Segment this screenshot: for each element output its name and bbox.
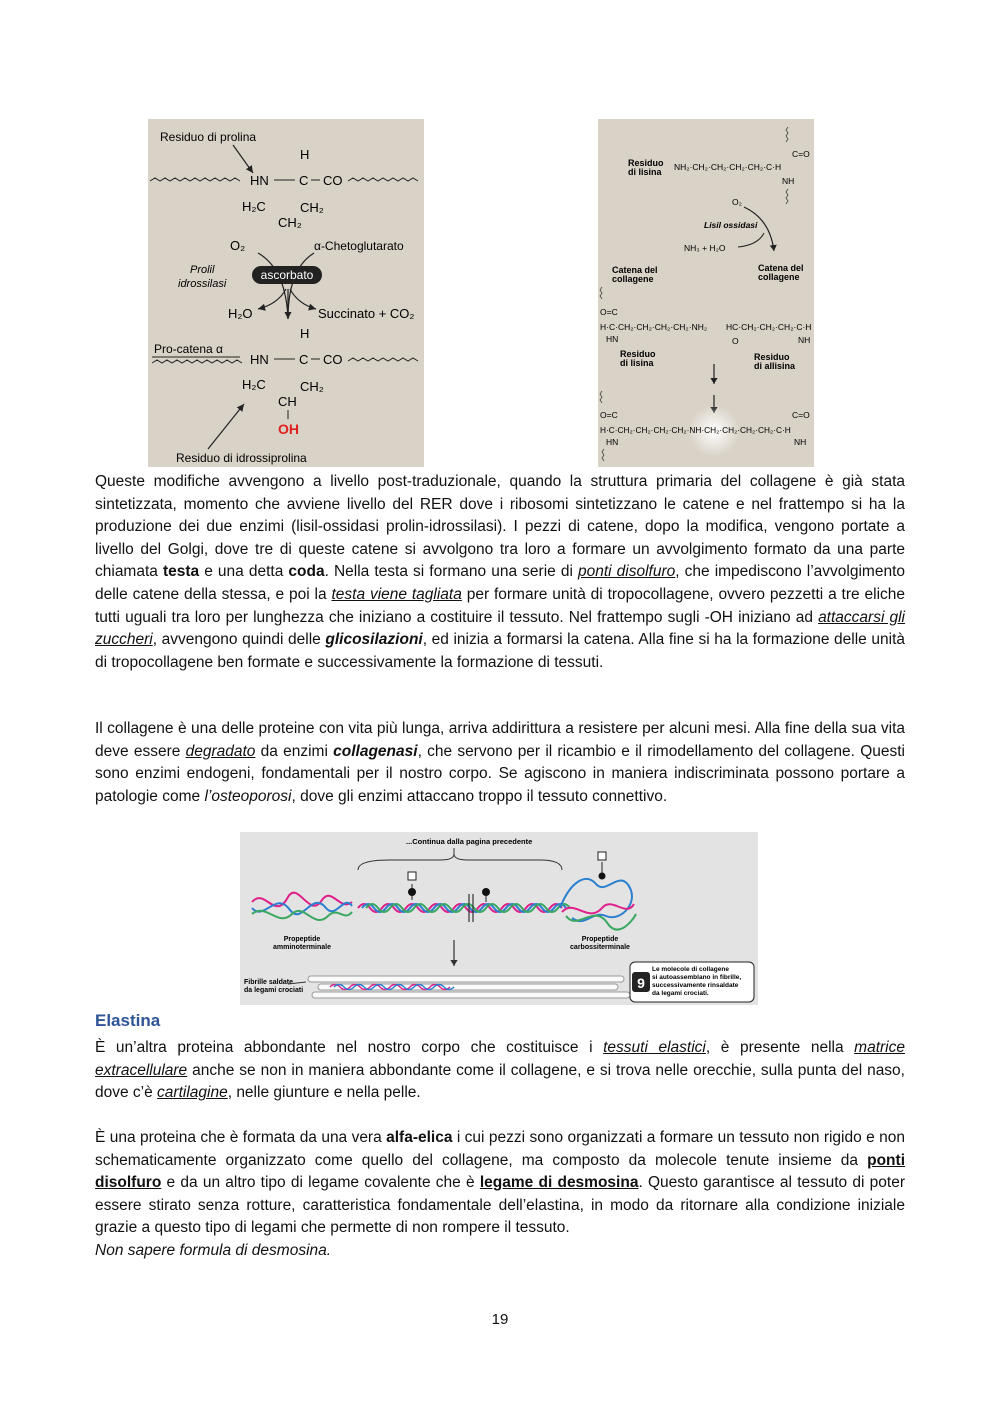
lisina-diagram (598, 119, 814, 467)
text: , dove gli enzimi attaccano troppo il tessuto connettivo. (291, 787, 668, 805)
h-top: H (300, 147, 310, 162)
figure-assemblaggio-collagene (240, 832, 758, 1005)
text: Queste modifiche avvengono a livello post-traduzionale, quando la struttura primaria del collagene è già stata sintetizzata, momento che avviene livello del RER dove i ribosomi sintetizzano le catene e nel frattempo si ha la produzione dei due enzimi (lisil-ossidasi prolin-idrossilasi). I pezzi di catene, dopo la modifica, vengono portate a livello del Golgi, dove tre di queste catene si avvolgono tra loro a formare un avvolgimento formato da una parte chiamata (95, 473, 905, 581)
nh-bottom: NH (794, 437, 807, 447)
ch2-top-bottom: CH₂ (278, 215, 302, 230)
text: È una proteina che è formata da una vera (95, 1129, 387, 1146)
text: . Nella testa si formano una serie di (324, 563, 578, 581)
nh-top: NH (782, 176, 795, 186)
h-bottom: H (300, 326, 310, 341)
paragraph-elastina-intro (95, 1037, 905, 1105)
h2o: H₂O (228, 306, 253, 321)
propeptide-ammino-2: amminoterminale (273, 944, 331, 951)
ascorbato: ascorbato (260, 268, 314, 282)
paragraph-collagenasi (95, 718, 905, 808)
co-top: CO (323, 173, 343, 188)
text: da enzimi (255, 742, 334, 760)
residuo-allisina-2: di allisina (754, 361, 796, 371)
chain-right-top (348, 178, 418, 181)
oh: OH (278, 421, 299, 437)
hn-bottom: HN (250, 352, 269, 367)
bold-alfa-elica: alfa-elica (386, 1129, 453, 1146)
underline-degradato: degradato (185, 742, 256, 760)
callout-3: successivamente rinsaldate (652, 982, 739, 989)
text: , che servono per il ricambio e il rimodellamento del collagene. Questi sono enzimi endogeni, fondamentali per il nostro corpo. Se agiscono in maniera indiscriminata possono portare a patologie come (95, 742, 905, 805)
bold-ponti-disolfuro: ponti disolfuro (95, 1151, 905, 1192)
right-chain: HC·CH₂·CH₂·CH₂·C·H (726, 322, 812, 332)
catena-right-2: collagene (758, 272, 800, 282)
catena-left-1: Catena del (612, 265, 658, 275)
chain-left-top (150, 178, 240, 181)
propeptide-carbossi-2: carbossiterminale (570, 944, 630, 951)
underline-ponti-disolfuro: ponti disolfuro (577, 563, 676, 581)
nh3: NH₃ + H₂O (684, 243, 726, 253)
c-bottom: C (299, 352, 309, 367)
prolina-diagram (148, 119, 424, 467)
text: . Questo garantisce al tessuto di poter essere stirato senza rotture, caratteristica fondamentale dell’elastina, in modo da ritornare alla condizione iniziale grazie a questo tipo di legami che permette di non rompere il tessuto. (95, 1174, 905, 1237)
residuo-lisina-left-1: Residuo (620, 349, 656, 359)
hn-left: HN (606, 334, 619, 344)
text: , nelle giunture e nella pelle. (227, 1084, 421, 1102)
co-top: C=O (792, 149, 810, 159)
callout-1: Le molecole di collagene (652, 966, 729, 973)
residuo-lisina-1: Residuo (628, 158, 664, 168)
text: , ed inizia a formarsi la catena. Alla fine si ha la formazione delle unità di tropocollagene ben formate e successivamente la formazione di tessuti. (95, 631, 905, 671)
residuo-allisina-1: Residuo (754, 352, 790, 362)
collagene-diagram (240, 832, 758, 1005)
fibrille-2: da legami crociati (244, 987, 304, 994)
residuo-lisina-left-2: di lisina (620, 358, 654, 368)
text: e una detta (199, 563, 289, 581)
text: e da un altro tipo di legame covalente che è (161, 1174, 480, 1192)
o-right: O (732, 336, 739, 346)
idrossilasi: idrossilasi (178, 278, 227, 290)
co-bottom-right: C=O (792, 410, 810, 420)
pro-catena: Pro-catena α (154, 342, 223, 356)
page-number: 19 (491, 1311, 509, 1328)
bottom-chain: H·C·CH₂·CH₂·CH₂·CH₂·NH·CH₂·CH₂·CH₂·CH₂·C·H (600, 425, 791, 435)
label-residuo-prolina: Residuo di prolina (160, 130, 257, 144)
callout-4: da legami crociati. (652, 990, 709, 997)
underline-cartilagine: cartilagine (157, 1084, 228, 1102)
bold-glicosilazioni: glicosilazioni (325, 631, 423, 649)
figure-prolina-idrossilazione (148, 119, 424, 467)
hn-top: HN (250, 173, 269, 188)
text: Il collagene è una delle proteine con vita più lunga, arriva addirittura a resistere per alcuni mesi. Alla fine della sua vita deve essere (95, 720, 905, 760)
fibrille-1: Fibrille saldate (244, 979, 294, 986)
text: anche se non in maniera abbondante come il collagene, e si trova nelle orecchie, sulla punta del naso, dove c’è (95, 1061, 905, 1102)
italic-note-desmosina: Non sapere formula di desmosina. (95, 1241, 332, 1259)
catena-right-1: Catena del (758, 263, 804, 273)
italic-osteoporosi: l’osteoporosi (204, 787, 292, 805)
left-chain: H·C·CH₂·CH₂·CH₂·CH₂·NH₂ (600, 322, 708, 332)
text: È un’altra proteina abbondante nel nostro corpo che costituisce i (95, 1039, 604, 1056)
ch2-bottom: CH₂ (300, 379, 324, 394)
text: , che impediscono l’avvolgimento delle catene della stessa, e poi la (95, 563, 906, 603)
lisil-ossidasi: Lisil ossidasi (704, 220, 758, 230)
h2c-top: H₂C (242, 199, 266, 214)
step-number: 9 (637, 975, 645, 991)
nh-right: NH (798, 335, 811, 345)
underline-testa-tagliata: testa viene tagliata (331, 585, 462, 603)
bold-collagenasi: collagenasi (333, 742, 418, 760)
underline-tessuti-elastici: tessuti elastici (603, 1039, 706, 1056)
text: i cui pezzi sono organizzati a formare un tessuto non rigido e non schematicamente organizzato come quello del collagene, ma composto da molecole tenute insieme da (95, 1129, 905, 1169)
oc-left: O=C (600, 307, 618, 317)
propeptide-carbossi-1: Propeptide (581, 936, 619, 943)
chetoglutarato: α-Chetoglutarato (314, 239, 404, 253)
text: per formare unità di tropocollagene, ovvero pezzetti a tre eliche tutti uguali tra loro per lunghezza che iniziano a costituire il tessuto. Nel frattempo sugli -OH iniziano ad (95, 585, 905, 626)
callout-2: si autoassemblano in fibrille, (652, 974, 742, 981)
text: , è presente nella (705, 1039, 855, 1056)
text: , avvengono quindi delle (152, 631, 326, 649)
ch: CH (278, 394, 297, 409)
propeptide-ammino-1: Propeptide (283, 936, 321, 943)
prolil: Prolil (190, 264, 215, 276)
bold-testa: testa (162, 563, 200, 581)
residuo-lisina-2: di lisina (628, 167, 662, 177)
h2c-bottom: H₂C (242, 377, 266, 392)
underline-matrice: matrice extracellulare (95, 1039, 905, 1079)
figure-lisil-ossidasi (598, 119, 814, 467)
oc-bottom-left: O=C (600, 410, 618, 420)
paragraph-elastina-struttura (95, 1127, 905, 1263)
paragraph-modifiche (95, 471, 905, 674)
ch2-top-right: CH₂ (300, 200, 324, 215)
bold-coda: coda (288, 563, 325, 581)
section-heading-elastina: Elastina (95, 1011, 161, 1030)
bold-legame-desmosina: legame di desmosina (479, 1174, 639, 1192)
underline-zuccheri: attaccarsi gli zuccheri (95, 608, 905, 649)
succinato: Succinato + CO₂ (318, 306, 415, 321)
label-residuo-idrossiprolina: Residuo di idrossiprolina (176, 451, 307, 465)
o2: O₂ (732, 197, 742, 207)
hn-bottom: HN (606, 437, 619, 447)
lisina-formula: NH₂·CH₂·CH₂·CH₂·CH₂·C·H (674, 162, 782, 172)
continua: ...Continua dalla pagina precedente (406, 837, 533, 846)
o2: O₂ (230, 238, 246, 253)
catena-left-2: collagene (612, 274, 654, 284)
c-top: C (299, 173, 309, 188)
co-bottom: CO (323, 352, 343, 367)
